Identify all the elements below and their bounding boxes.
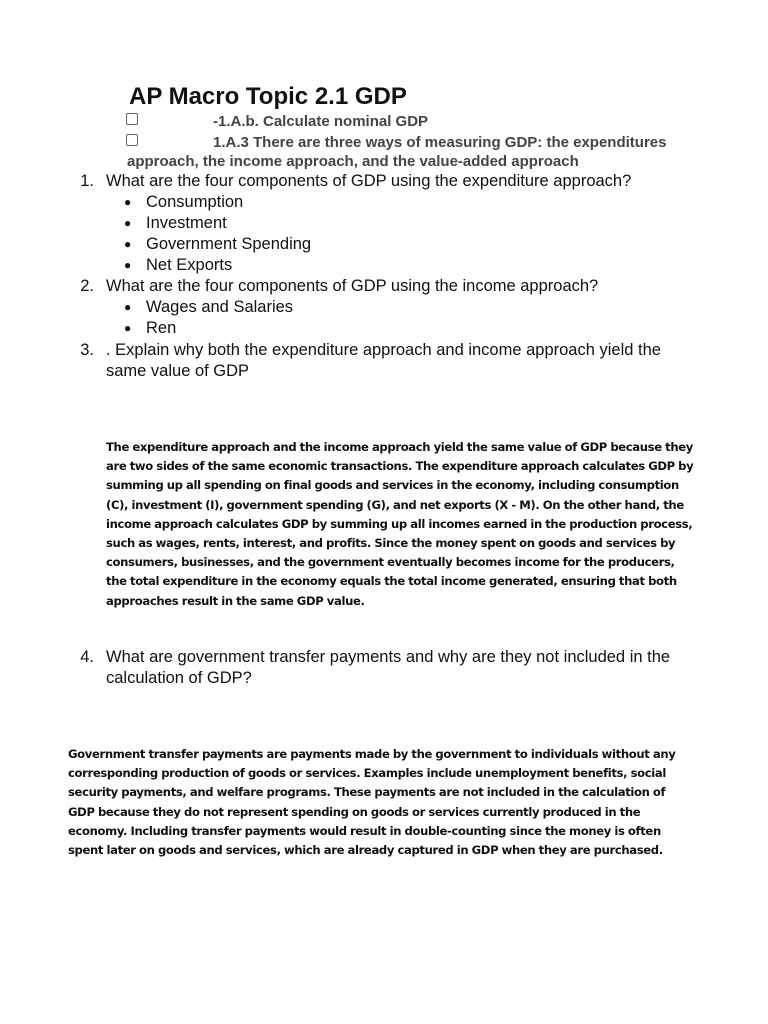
list-item xyxy=(124,297,293,318)
list-item xyxy=(124,318,176,339)
question-number: 3. xyxy=(80,341,94,359)
question-text: What are government transfer payments and why are they not included in the calculation of GDP? xyxy=(106,648,671,687)
list-item-text: Net Exports xyxy=(146,256,233,274)
question-text: What are the four components of GDP using the income approach? xyxy=(106,277,599,295)
answer-text: The expenditure approach and the income approach yield the same value of GDP because they are two sides of the same economic transactions. The expenditure approach calculates GDP by summing up all spending on final goods and services in the economy, including consumption (C), investment (I), government spending (G), and net exports (X - M). On the other hand, the income approach calculates GDP by summing up all incomes earned in the production process, such as wages, rents, interest, and profits. Since the money spent on goods and services by consumers, businesses, and the government eventually becomes income for the producers, the total expenditure in the economy equals the total income generated, ensuring that both approaches result in the same GDP value. xyxy=(106,440,694,608)
page-title: AP Macro Topic 2.1 GDP xyxy=(129,83,407,110)
question-3 xyxy=(76,340,676,382)
bullet-icon: ● xyxy=(124,258,132,272)
list-item-text: Ren xyxy=(146,319,177,337)
objective-checkbox[interactable] xyxy=(126,113,138,125)
list-item-text: Investment xyxy=(146,214,227,232)
list-item xyxy=(124,234,311,255)
list-item xyxy=(124,213,227,234)
list-item-text: Government Spending xyxy=(146,235,312,253)
bullet-icon: ● xyxy=(124,216,132,230)
bullet-icon: ● xyxy=(124,300,132,314)
question-number: 2. xyxy=(80,277,94,295)
objective-text: 1.A.3 There are three ways of measuring GDP: the expenditures approach, the income approach, and the value-added approach xyxy=(127,134,667,170)
bullet-icon: ● xyxy=(124,195,132,209)
list-item xyxy=(124,255,232,276)
list-item xyxy=(124,192,243,213)
question-text: What are the four components of GDP using the expenditure approach? xyxy=(106,172,632,190)
question-number: 4. xyxy=(80,648,94,666)
question-1 xyxy=(76,171,676,192)
question-4 xyxy=(76,647,676,689)
list-item-text: Wages and Salaries xyxy=(146,298,294,316)
bullet-icon: ● xyxy=(124,237,132,251)
objective-text: -1.A.b. Calculate nominal GDP xyxy=(213,113,429,130)
question-2 xyxy=(76,276,676,297)
answer-text: Government transfer payments are payments made by the government to individuals without any corresponding production of goods or services. Examples include unemployment benefits, social security payments, and welfare programs. These payments are not included in the calculation of GDP because they do not represent spending on goods or services currently produced in the economy. Including transfer payments would result in double-counting since the money is often spent later on goods and services, which are already captured in GDP when they are purchased. xyxy=(68,747,676,858)
question-text: . Explain why both the expenditure approach and income approach yield the same value of GDP xyxy=(106,341,661,380)
bullet-icon: ● xyxy=(124,321,132,335)
list-item-text: Consumption xyxy=(146,193,244,211)
question-number: 1. xyxy=(80,172,94,190)
